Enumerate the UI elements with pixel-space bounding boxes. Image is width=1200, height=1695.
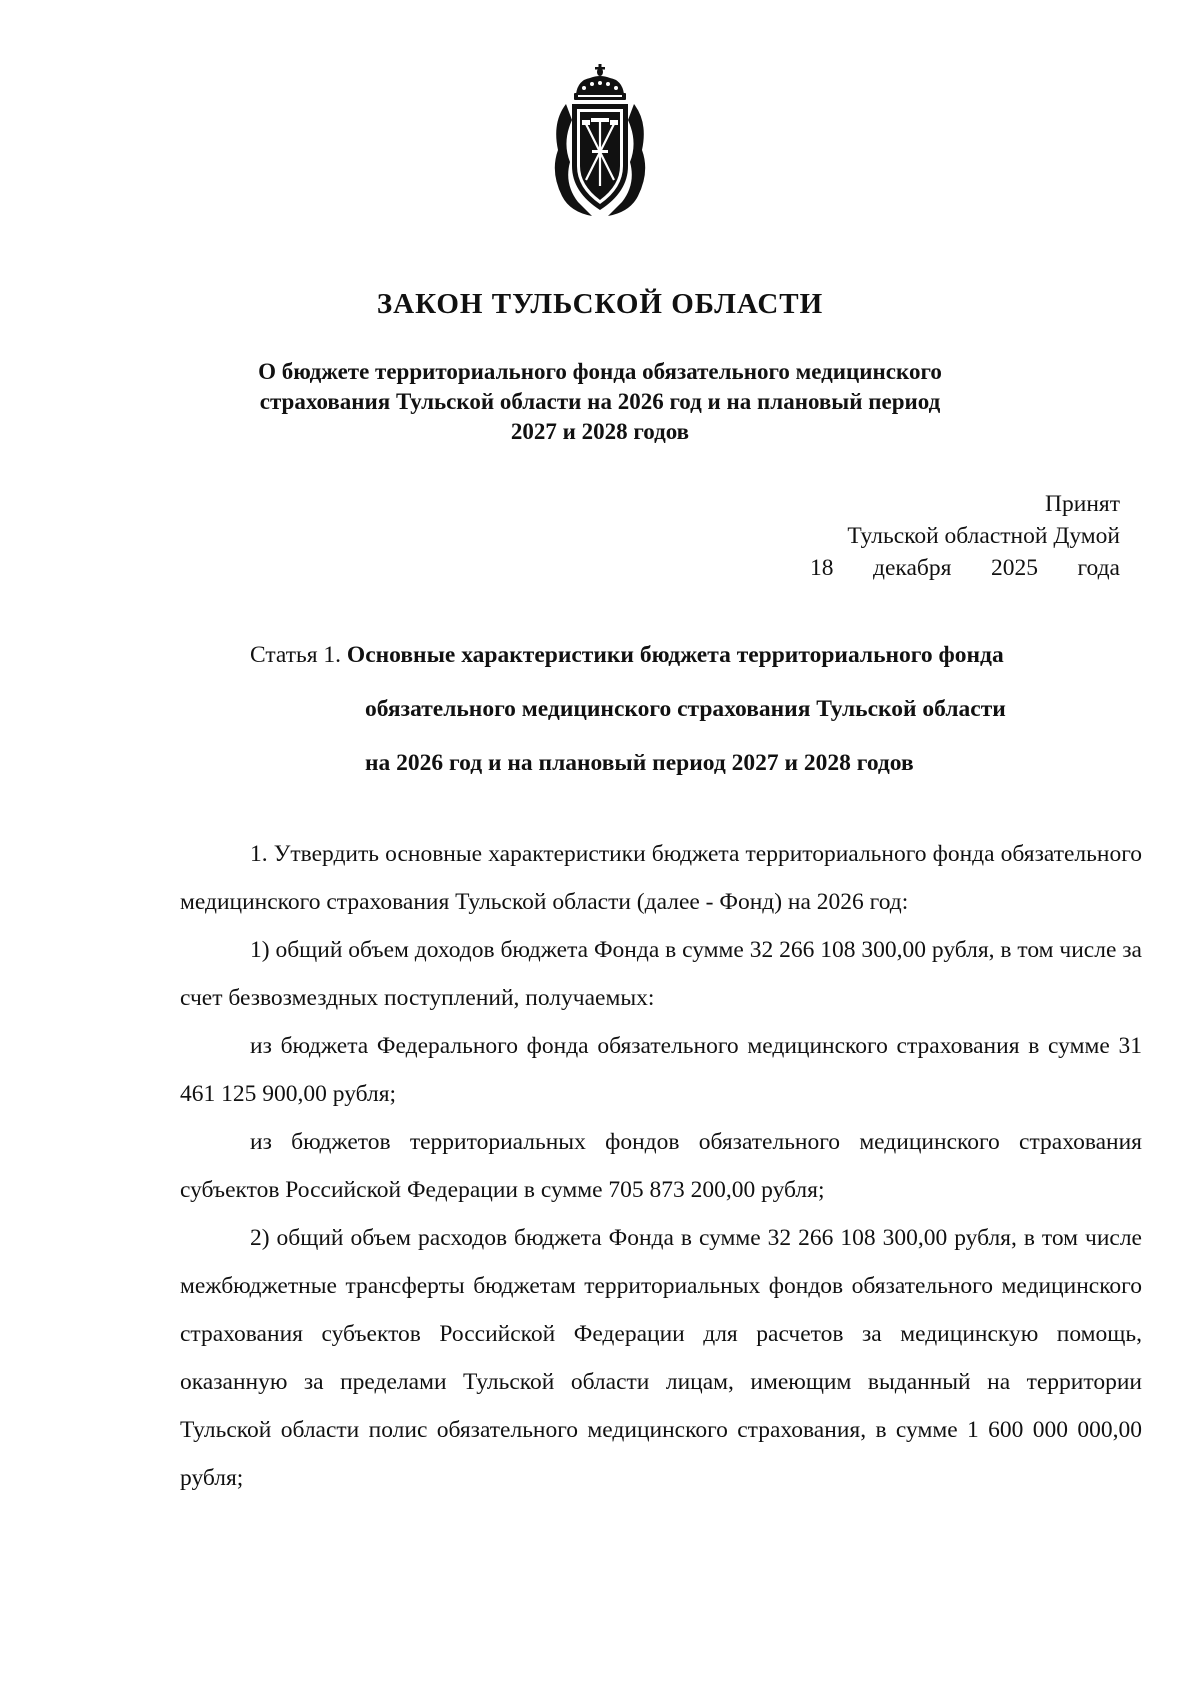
article-title-line: на 2026 год и на плановый период 2027 и 2028 годов [365, 750, 914, 776]
article-label: Статья 1. [250, 642, 347, 668]
article-body [180, 830, 1142, 1502]
adopted-by: Тульской областной Думой [847, 523, 1120, 549]
subtitle-line: страхования Тульской области на 2026 год и на плановый период [259, 389, 941, 414]
article-title-line: обязательного медицинского страхования Тульской области [365, 696, 1006, 722]
coat-of-arms-icon [548, 62, 652, 220]
paragraph: 2) общий объем расходов бюджета Фонда в сумме 32 266 108 300,00 рубля, в том числе межбюджетные трансферты бюджетам территориальных фондов обязательного медицинского страхования субъектов Российской Федерации для расчетов за медицинскую помощь, оказанную за пределами Тульской области лицам, имеющим выданный на территории Тульской области полис обязательного медицинского страхования, в сумме 1 600 000 000,00 рубля; [180, 1225, 1142, 1491]
adopted-label: Принят [1045, 491, 1120, 517]
article-title-line: Основные характеристики бюджета территориального фонда [346, 642, 1004, 668]
law-subtitle [200, 357, 1000, 447]
law-title: ЗАКОН ТУЛЬСКОЙ ОБЛАСТИ [376, 288, 824, 320]
adopted-date [780, 552, 1120, 584]
adoption-block [780, 488, 1120, 584]
subtitle-line: О бюджете территориального фонда обязательного медицинского [258, 359, 942, 384]
adopted-year: 2025 [990, 555, 1038, 581]
adopted-day: 18 [810, 555, 834, 581]
subtitle-line: 2027 и 2028 годов [510, 419, 690, 444]
paragraph: из бюджета Федерального фонда обязательного медицинского страхования в сумме 31 461 125 900,00 рубля; [180, 1033, 1142, 1107]
adopted-month: декабря [873, 555, 952, 581]
article-heading [250, 628, 1150, 790]
paragraph: 1) общий объем доходов бюджета Фонда в сумме 32 266 108 300,00 рубля, в том числе за счет безвозмездных поступлений, получаемых: [180, 937, 1142, 1011]
adopted-year-suffix: года [1077, 555, 1120, 581]
paragraph: 1. Утвердить основные характеристики бюджета территориального фонда обязательного медицинского страхования Тульской области (далее - Фонд) на 2026 год: [180, 841, 1142, 915]
paragraph: из бюджетов территориальных фондов обязательного медицинского страхования субъектов Российской Федерации в сумме 705 873 200,00 рубля; [180, 1129, 1142, 1203]
